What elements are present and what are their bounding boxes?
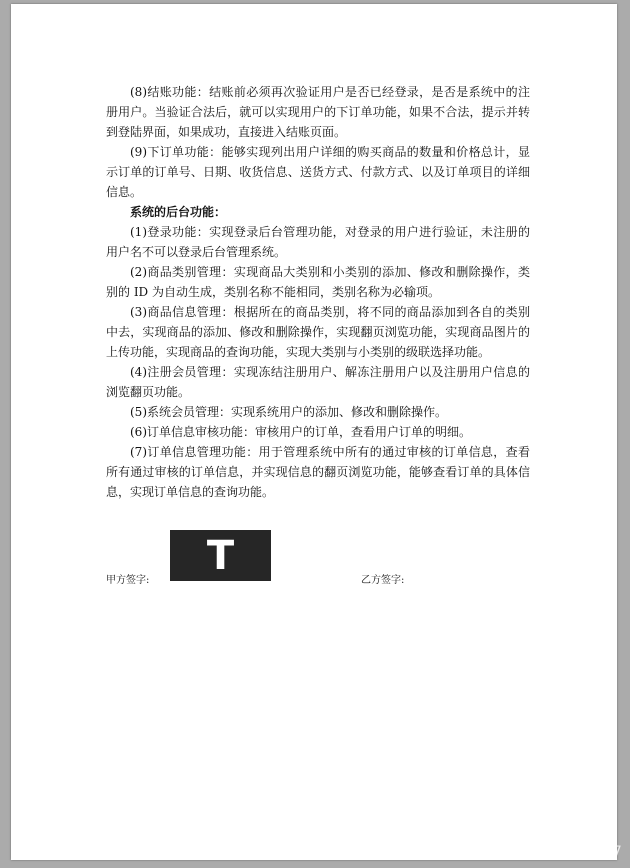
- paragraph-system-user-management: (5)系统会员管理：实现系统用户的添加、修改和删除操作。: [130, 405, 448, 419]
- paragraph-order-management: (7)订单信息管理功能：用于管理系统中所有的通过审核的订单信息，查看所有通过审核的订单信息，并实现信息的翻页浏览功能，能够查看订单的具体信息，实现订单信息的查询功能。: [106, 445, 530, 499]
- watermark-text: https://blog.csdn.net/qq_35077107: [369, 844, 622, 860]
- paragraph-member-management: (4)注册会员管理：实现冻结注册用户、解冻注册用户以及注册用户信息的浏览翻页功能。: [106, 365, 530, 399]
- paragraph-category-management: (2)商品类别管理：实现商品大类别和小类别的添加、修改和删除操作，类别的 ID 为自动生成，类别名称不能相同，类别名称为必输项。: [106, 265, 530, 299]
- section-heading-backend: 系统的后台功能：: [130, 205, 227, 219]
- paragraph-admin-login: (1)登录功能：实现登录后台管理功能，对登录的用户进行验证，未注册的用户名不可以登录后台管理系统。: [106, 225, 530, 259]
- paragraph-place-order: (9)下订单功能：能够实现列出用户详细的购买商品的数量和价格总计，显示订单的订单号、日期、收货信息、送货方式、付款方式、以及订单项目的详细信息。: [106, 145, 530, 199]
- signature-row: [106, 530, 530, 586]
- paragraph-checkout: (8)结账功能：结账前必须再次验证用户是否已经登录，是否是系统中的注册用户。当验证合法后，就可以实现用户的下订单功能，如果不合法，提示并转到登陆界面，如果成功，直接进入结账页面。: [106, 85, 530, 139]
- party-a-signature-label: 甲方签字:: [106, 575, 150, 586]
- paragraph-order-review: (6)订单信息审核功能：审核用户的订单，查看用户订单的明细。: [130, 425, 472, 439]
- paragraph-product-management: (3)商品信息管理：根据所在的商品类别，将不同的商品添加到各自的类别中去，实现商品的添加、修改和删除操作，实现翻页浏览功能，实现商品图片的上传功能，实现商品的查询功能，实现大类别与小类别的级联选择功能。: [106, 305, 530, 359]
- document-page: [11, 4, 617, 860]
- signature-mark: T: [206, 532, 235, 579]
- party-a-signature-image: [170, 530, 271, 581]
- party-b-signature-label: 乙方签字:: [361, 575, 405, 586]
- document-body: [106, 82, 530, 502]
